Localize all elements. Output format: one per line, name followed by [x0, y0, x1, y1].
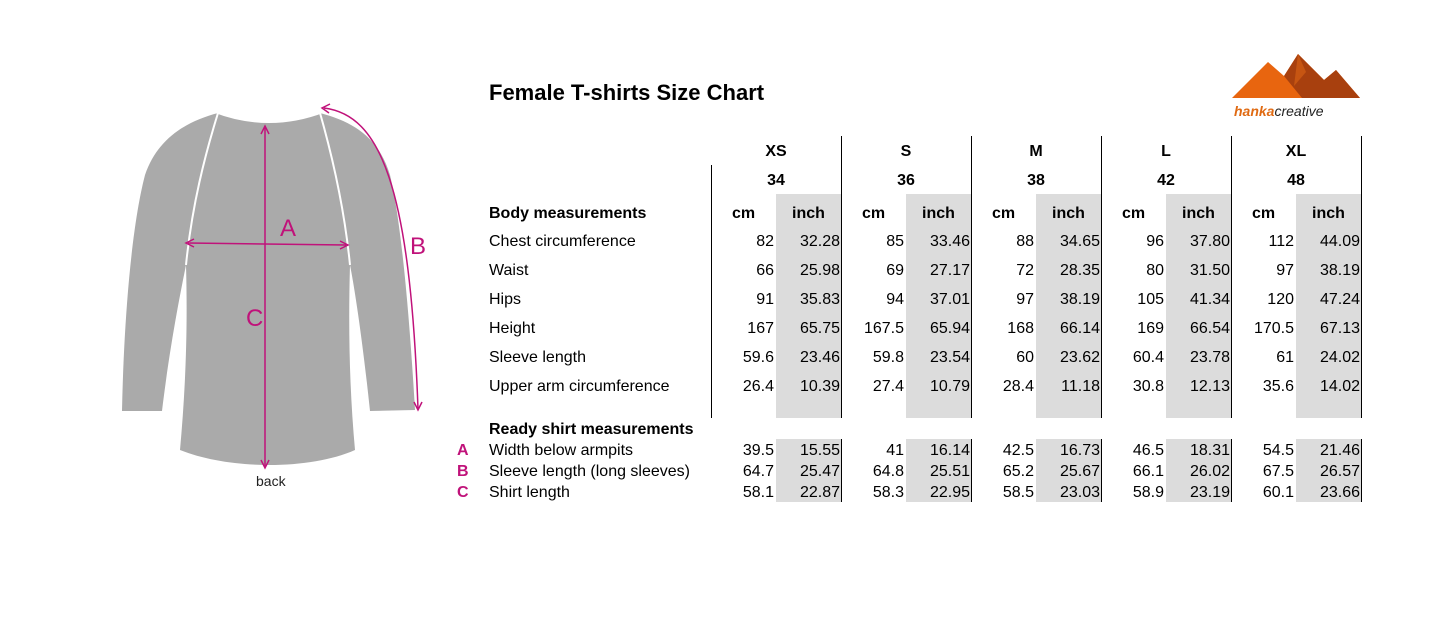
cell-cm: 26.4: [742, 378, 774, 395]
cell-cm: 94: [886, 291, 904, 308]
body-section-heading: Body measurements: [489, 205, 647, 222]
cell-cm: 60: [1016, 349, 1034, 366]
cell-inch: 66.54: [1189, 320, 1230, 337]
cell-cm: 42.5: [1002, 442, 1034, 459]
cell-inch: 34.65: [1059, 233, 1100, 250]
row-label: Sleeve length (long sleeves): [489, 463, 691, 480]
cell-cm: 91: [756, 291, 774, 308]
cell-cm: 60.1: [1262, 484, 1294, 501]
cell-cm: 170.5: [1253, 320, 1294, 337]
cell-cm: 72: [1016, 262, 1034, 279]
size-header: XS: [765, 143, 787, 160]
cell-cm: 167: [747, 320, 774, 337]
unit-header-cm: cm: [1251, 205, 1276, 222]
row-label: Shirt length: [489, 484, 570, 501]
mountain-icon: [1232, 50, 1362, 102]
cell-inch: 15.55: [799, 442, 840, 459]
cell-cm: 168: [1007, 320, 1034, 337]
size-number: 34: [767, 172, 785, 189]
diagram-caption: back: [256, 473, 286, 489]
cell-inch: 22.95: [929, 484, 970, 501]
cell-inch: 37.01: [929, 291, 970, 308]
cell-inch: 18.31: [1189, 442, 1230, 459]
cell-inch: 23.46: [799, 349, 840, 366]
cell-inch: 22.87: [799, 484, 840, 501]
cell-inch: 16.14: [929, 442, 970, 459]
cell-cm: 28.4: [1002, 378, 1034, 395]
size-header: XL: [1285, 143, 1307, 160]
cell-cm: 64.7: [742, 463, 774, 480]
cell-inch: 26.02: [1189, 463, 1230, 480]
cell-cm: 59.8: [872, 349, 904, 366]
diagram-label-a: A: [280, 215, 297, 242]
cell-inch: 27.17: [929, 262, 970, 279]
row-letter: C: [457, 484, 469, 501]
cell-cm: 97: [1276, 262, 1294, 279]
row-label: Sleeve length: [489, 349, 586, 366]
cell-inch: 47.24: [1319, 291, 1360, 308]
size-number: 36: [897, 172, 915, 189]
shirt-body: [122, 113, 415, 465]
row-letter: B: [457, 463, 469, 480]
cell-inch: 41.34: [1189, 291, 1230, 308]
cell-inch: 23.03: [1059, 484, 1100, 501]
cell-cm: 27.4: [872, 378, 904, 395]
cell-inch: 10.39: [799, 378, 840, 395]
cell-cm: 85: [886, 233, 904, 250]
page-title: Female T-shirts Size Chart: [489, 80, 765, 105]
cell-cm: 167.5: [863, 320, 904, 337]
cell-cm: 82: [756, 233, 774, 250]
cell-inch: 23.66: [1319, 484, 1360, 501]
diagram-label-c: C: [246, 305, 264, 332]
size-header: S: [900, 143, 912, 160]
unit-header-inch: inch: [792, 205, 825, 222]
row-label: Hips: [489, 291, 522, 308]
cell-inch: 67.13: [1319, 320, 1360, 337]
cell-cm: 54.5: [1262, 442, 1294, 459]
unit-header-cm: cm: [861, 205, 886, 222]
cell-inch: 23.19: [1189, 484, 1230, 501]
cell-inch: 24.02: [1319, 349, 1360, 366]
cell-inch: 28.35: [1059, 262, 1100, 279]
cell-inch: 44.09: [1319, 233, 1360, 250]
cell-cm: 80: [1146, 262, 1164, 279]
logo-text-primary: hanka: [1234, 103, 1275, 119]
cell-cm: 58.9: [1132, 484, 1164, 501]
cell-cm: 39.5: [742, 442, 774, 459]
cell-cm: 120: [1267, 291, 1294, 308]
cell-inch: 26.57: [1319, 463, 1360, 480]
cell-cm: 59.6: [742, 349, 774, 366]
cell-inch: 33.46: [929, 233, 970, 250]
cell-inch: 35.83: [799, 291, 840, 308]
unit-header-inch: inch: [1312, 205, 1345, 222]
cell-inch: 23.54: [929, 349, 970, 366]
cell-cm: 88: [1016, 233, 1034, 250]
cell-inch: 16.73: [1059, 442, 1100, 459]
column-divider: [1361, 439, 1362, 502]
row-letter: A: [457, 442, 469, 459]
cell-cm: 58.3: [872, 484, 904, 501]
shirt-diagram: [110, 95, 450, 495]
cell-cm: 46.5: [1132, 442, 1164, 459]
cell-inch: 10.79: [929, 378, 970, 395]
cell-cm: 35.6: [1262, 378, 1294, 395]
cell-cm: 61: [1276, 349, 1294, 366]
row-label: Chest circumference: [489, 233, 636, 250]
cell-cm: 67.5: [1262, 463, 1294, 480]
cell-cm: 66.1: [1132, 463, 1164, 480]
cell-inch: 31.50: [1189, 262, 1230, 279]
cell-inch: 11.18: [1061, 378, 1100, 395]
row-label: Upper arm circumference: [489, 378, 670, 395]
size-number: 38: [1027, 172, 1045, 189]
cell-cm: 66: [756, 262, 774, 279]
logo-text-secondary: creative: [1274, 103, 1324, 119]
cell-inch: 65.75: [799, 320, 840, 337]
cell-inch: 65.94: [929, 320, 970, 337]
cell-inch: 37.80: [1189, 233, 1230, 250]
shirt-section-heading: Ready shirt measurements: [489, 421, 694, 438]
cell-inch: 38.19: [1319, 262, 1360, 279]
cell-cm: 58.1: [742, 484, 774, 501]
diagram-label-b: B: [410, 233, 427, 260]
cell-cm: 60.4: [1132, 349, 1164, 366]
row-label: Waist: [489, 262, 529, 279]
cell-inch: 25.98: [799, 262, 840, 279]
cell-inch: 32.28: [799, 233, 840, 250]
size-number: 48: [1287, 172, 1305, 189]
brand-logo: [1232, 50, 1362, 125]
cell-inch: 14.02: [1319, 378, 1360, 395]
unit-header-inch: inch: [1052, 205, 1085, 222]
unit-header-cm: cm: [1121, 205, 1146, 222]
cell-cm: 58.5: [1002, 484, 1034, 501]
cell-inch: 12.13: [1189, 378, 1230, 395]
cell-inch: 23.78: [1189, 349, 1230, 366]
cell-cm: 64.8: [872, 463, 904, 480]
unit-header-cm: cm: [991, 205, 1016, 222]
cell-inch: 66.14: [1059, 320, 1100, 337]
row-label: Width below armpits: [489, 442, 634, 459]
cell-inch: 23.62: [1059, 349, 1100, 366]
cell-inch: 25.47: [799, 463, 840, 480]
size-header: M: [1029, 143, 1043, 160]
column-divider: [1361, 136, 1362, 418]
unit-header-cm: cm: [731, 205, 756, 222]
cell-cm: 105: [1137, 291, 1164, 308]
shirt-illustration: [110, 95, 450, 495]
row-label: Height: [489, 320, 536, 337]
unit-header-inch: inch: [1182, 205, 1215, 222]
cell-cm: 97: [1016, 291, 1034, 308]
cell-cm: 96: [1146, 233, 1164, 250]
cell-cm: 69: [886, 262, 904, 279]
cell-inch: 38.19: [1059, 291, 1100, 308]
size-header: L: [1161, 143, 1171, 160]
size-number: 42: [1157, 172, 1175, 189]
unit-header-inch: inch: [922, 205, 955, 222]
cell-cm: 41: [886, 442, 904, 459]
cell-inch: 21.46: [1319, 442, 1360, 459]
cell-inch: 25.67: [1059, 463, 1100, 480]
cell-cm: 30.8: [1132, 378, 1164, 395]
cell-cm: 112: [1268, 233, 1294, 250]
cell-cm: 65.2: [1002, 463, 1034, 480]
cell-cm: 169: [1137, 320, 1164, 337]
cell-inch: 25.51: [929, 463, 970, 480]
